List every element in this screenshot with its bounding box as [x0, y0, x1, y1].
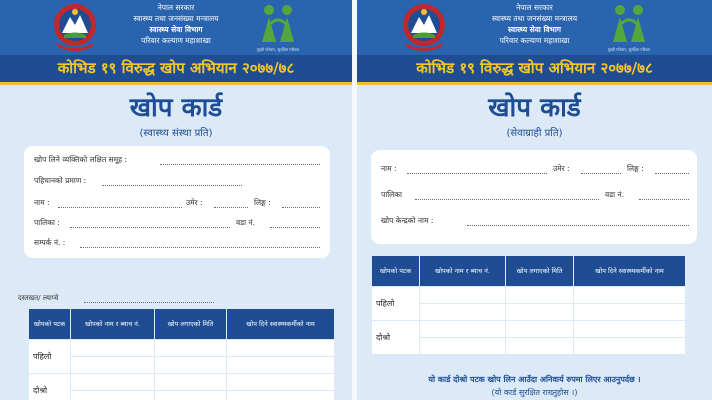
table-row: [372, 338, 686, 355]
header-line-2: स्वास्थ्य तथा जनसंख्या मन्त्रालय: [491, 14, 578, 23]
card-title: खोप कार्ड: [129, 93, 223, 123]
palika-field[interactable]: [415, 199, 599, 200]
table-cell[interactable]: [71, 340, 155, 357]
table-header-row: [29, 309, 335, 340]
contact-field[interactable]: [80, 247, 320, 248]
table-cell[interactable]: [420, 287, 506, 304]
campaign-title: कोभिड १९ विरुद्ध खोप अभियान २०७७/७८: [357, 55, 712, 85]
dose-column-header: खोपको पटक: [29, 309, 71, 340]
signature-label: दस्तखत/ ल्याप्चे: [18, 294, 59, 302]
table-cell[interactable]: [71, 374, 155, 391]
table-cell[interactable]: [155, 374, 227, 391]
personal-details-form: [371, 150, 697, 244]
table-cell[interactable]: [155, 340, 227, 357]
table-row: [29, 391, 335, 400]
name-label: नाम :: [381, 164, 397, 173]
campaign-title: कोभिड १९ विरुद्ध खोप अभियान २०७७/७८: [0, 55, 352, 85]
table-row: [29, 357, 335, 374]
id-proof-field[interactable]: [102, 185, 242, 186]
table-cell[interactable]: [574, 287, 686, 304]
table-cell[interactable]: [574, 338, 686, 355]
table-cell[interactable]: [71, 391, 155, 400]
header-line-3: स्वास्थ्य सेवा विभाग: [508, 25, 561, 34]
table-cell[interactable]: [227, 340, 335, 357]
table-cell[interactable]: [155, 391, 227, 400]
age-label: उमेर :: [553, 164, 570, 173]
palika-label: पालिका :: [34, 218, 60, 227]
second-dose-label: दोश्रो: [29, 374, 71, 400]
contact-label: सम्पर्क नं. :: [34, 238, 66, 247]
target-group-label: खोप लिने व्यक्तिको लक्षित समूह :: [34, 155, 128, 164]
table-cell[interactable]: [506, 338, 574, 355]
first-dose-label: पहिलो: [29, 340, 71, 374]
vaccine-batch-column-header: खोपको नाम र ब्याच नं.: [420, 256, 506, 287]
table-cell[interactable]: [227, 357, 335, 374]
date-column-header: खोप लगाएको मिति: [506, 256, 574, 287]
table-row: [372, 304, 686, 321]
table-cell[interactable]: [227, 391, 335, 400]
table-cell[interactable]: [420, 321, 506, 338]
header-line-3: स्वास्थ्य सेवा विभाग: [149, 25, 203, 34]
vaccination-table: [371, 255, 686, 355]
sex-label: लिङ्ग :: [254, 198, 271, 207]
target-group-field[interactable]: [160, 164, 320, 165]
table-cell[interactable]: [420, 304, 506, 321]
palika-field[interactable]: [70, 227, 230, 228]
ward-field[interactable]: [270, 227, 320, 228]
ward-label: वडा नं.: [605, 190, 625, 199]
vaccine-center-field[interactable]: [467, 225, 689, 226]
family-planning-logo-icon: [256, 2, 300, 52]
sex-label: लिङ्ग :: [627, 164, 644, 173]
age-label: उमेर :: [186, 198, 203, 207]
government-header: [357, 0, 712, 55]
card-subtitle: (स्वास्थ्य संस्था प्रति): [139, 128, 213, 139]
keep-card-safe-note: (यो कार्ड सुरक्षित राख्नुहोस ।): [491, 388, 578, 397]
age-field[interactable]: [581, 173, 621, 174]
table-cell[interactable]: [506, 287, 574, 304]
table-cell[interactable]: [506, 321, 574, 338]
id-proof-label: पहिचानको प्रमाण :: [34, 176, 87, 185]
family-planning-logo-icon: [607, 2, 651, 52]
header-line-1: नेपाल सरकार: [157, 3, 195, 12]
palika-label: पालिका: [381, 190, 402, 199]
table-cell[interactable]: [227, 374, 335, 391]
personal-details-form: [24, 146, 330, 258]
table-row: [372, 321, 686, 338]
header-line-4: परिवार कल्याण महाशाखा: [141, 36, 211, 45]
table-header-row: [372, 256, 686, 287]
signature-field[interactable]: [84, 302, 214, 303]
health-worker-column-header: खोप दिने स्वास्थ्यकर्मीको नाम: [574, 256, 686, 287]
health-worker-column-header: खोप दिने स्वास्थ्यकर्मीको नाम: [227, 309, 335, 340]
table-cell[interactable]: [506, 304, 574, 321]
left-vaccination-card: [0, 0, 352, 400]
card-instruction-note: यो कार्ड दोश्रो पटक खोप लिन आउँदा अनिवार्य रुपमा लिएर आउनुपर्दछ ।: [428, 375, 641, 384]
date-column-header: खोप लगाएको मिति: [155, 309, 227, 340]
sex-field[interactable]: [282, 207, 320, 208]
table-cell[interactable]: [574, 321, 686, 338]
vaccination-table: [28, 308, 335, 400]
vaccine-center-label: खोप केन्द्रको नाम :: [381, 216, 434, 225]
table-row: [29, 374, 335, 391]
age-field[interactable]: [214, 207, 248, 208]
name-field[interactable]: [58, 207, 182, 208]
name-label: नाम :: [34, 198, 50, 207]
table-cell[interactable]: [574, 304, 686, 321]
first-dose-label: पहिलो: [372, 287, 420, 321]
header-line-2: स्वास्थ्य तथा जनसंख्या मन्त्रालय: [133, 14, 219, 23]
sex-field[interactable]: [655, 173, 689, 174]
card-title: खोप कार्ड: [488, 93, 581, 123]
right-vaccination-card: [357, 0, 712, 400]
logo-caption: सुखी परिवार, सुरक्षित परिवार: [607, 47, 651, 52]
ward-label: वडा नं.: [236, 218, 256, 227]
second-dose-label: दोश्रो: [372, 321, 420, 355]
table-cell[interactable]: [420, 338, 506, 355]
ward-field[interactable]: [639, 199, 689, 200]
table-cell[interactable]: [155, 357, 227, 374]
header-line-1: नेपाल सरकार: [516, 3, 553, 12]
table-row: [372, 287, 686, 304]
table-cell[interactable]: [71, 357, 155, 374]
logo-caption: सुखी परिवार, सुरक्षित परिवार: [256, 47, 300, 52]
table-row: [29, 340, 335, 357]
header-line-4: परिवार कल्याण महाशाखा: [499, 36, 570, 45]
name-field[interactable]: [407, 173, 547, 174]
government-header: [0, 0, 352, 55]
card-subtitle: (सेवाग्राही प्रति): [506, 128, 563, 139]
dose-column-header: खोपको पटक: [372, 256, 420, 287]
vaccine-batch-column-header: खोपको नाम र ब्याच नं.: [71, 309, 155, 340]
